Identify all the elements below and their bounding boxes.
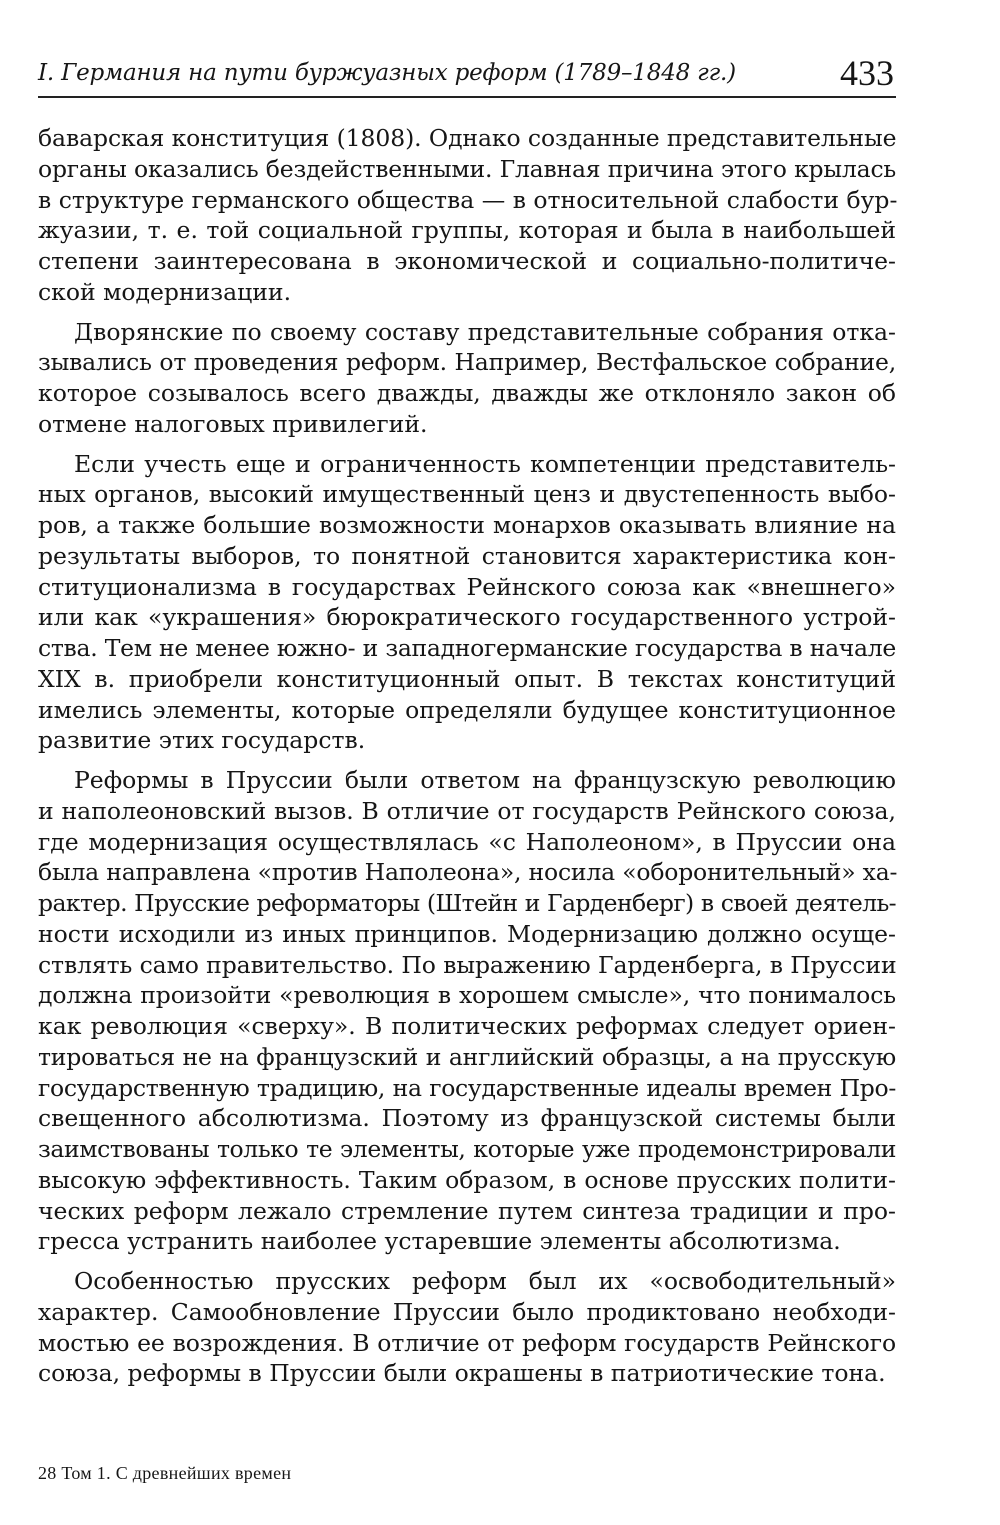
text-line: государственную традицию, на государственные идеалы времен Про- xyxy=(38,1073,896,1102)
text-line: ров, а также большие возможности монархов оказывать влияние на xyxy=(38,511,896,539)
text-line: рактер. Прусские реформаторы (Штейн и Гарденберг) в своей деятель- xyxy=(38,889,896,917)
text-line: ской модернизации. xyxy=(38,277,292,306)
text-line: результаты выборов, то понятной становится характеристика кон- xyxy=(38,541,896,570)
text-line: жуазии, т. е. той социальной группы, которая и была в наибольшей xyxy=(38,216,896,245)
page-number: 433 xyxy=(840,53,894,93)
text-line: органы оказались бездейственными. Главная причина этого крылась xyxy=(38,154,896,183)
paragraph xyxy=(38,449,896,757)
text-line: ства. Тем не менее южно- и западногерманские государства в начале xyxy=(38,634,896,662)
text-line: свещенного абсолютизма. Поэтому из французской системы были xyxy=(38,1104,896,1133)
paragraph xyxy=(38,317,896,440)
text-line: развитие этих государств. xyxy=(38,726,366,755)
paragraph xyxy=(38,765,896,1257)
running-title: I. Германия на пути буржуазных реформ (1789–1848 гг.) xyxy=(38,60,736,86)
text-line: или как «украшения» бюрократического государственного устрой- xyxy=(38,603,896,632)
text-line: ческих реформ лежало стремление путем синтеза традиции и про- xyxy=(38,1196,896,1225)
text-line: и наполеоновский вызов. В отличие от государств Рейнского союза, xyxy=(38,796,896,825)
text-line: гресса устранить наиболее устаревшие элементы абсолютизма. xyxy=(38,1227,841,1256)
text-line: тироваться не на французский и английский образцы, а на прусскую xyxy=(38,1042,896,1071)
print-signature: 28 Том 1. С древнейших времен xyxy=(38,1463,292,1483)
text-line: высокую эффективность. Таким образом, в основе прусских полити- xyxy=(38,1165,896,1194)
text-line: в структуре германского общества — в относительной слабости бур- xyxy=(38,185,898,214)
text-line: Реформы в Пруссии были ответом на французскую революцию xyxy=(74,766,896,794)
text-line: ности исходили из иных принципов. Модернизацию должно осуще- xyxy=(38,919,896,948)
text-line: должна произойти «революция в хорошем смысле», что понималось xyxy=(38,981,896,1010)
text-line: баварская конституция (1808). Однако созданные представительные xyxy=(38,124,897,152)
text-line: имелись элементы, которые определяли будущее конституционное xyxy=(38,695,896,724)
paragraph-gap xyxy=(38,308,896,317)
paragraph xyxy=(38,1266,896,1389)
text-line: отмене налоговых привилегий. xyxy=(38,409,428,438)
text-line: ствлять само правительство. По выражению Гарденберга, в Пруссии xyxy=(38,950,897,979)
running-head xyxy=(38,52,896,98)
text-line: союза, реформы в Пруссии были окрашены в патриотические тона. xyxy=(38,1359,886,1388)
paragraph xyxy=(38,123,896,308)
text-line: степени заинтересована в экономической и социально-политиче- xyxy=(38,247,896,275)
paragraph-gap xyxy=(38,756,896,765)
text-line: Если учесть еще и ограниченность компетенции представитель- xyxy=(74,449,896,478)
text-line: была направлена «против Наполеона», носила «оборонительный» ха- xyxy=(38,858,898,887)
text-line: Особенностью прусских реформ был их «освободительный» xyxy=(74,1267,896,1295)
paragraph-gap xyxy=(38,440,896,449)
text-line: ных органов, высокий имущественный ценз и двустепенность выбо- xyxy=(38,480,896,509)
paragraph-gap xyxy=(38,1257,896,1266)
text-line: заимствованы только те элементы, которые уже продемонстрировали xyxy=(38,1135,896,1163)
text-line: где модернизация осуществлялась «с Наполеоном», в Пруссии она xyxy=(38,827,896,856)
text-line: мостью ее возрождения. В отличие от реформ государств Рейнского xyxy=(38,1328,896,1357)
text-line: ституционализма в государствах Рейнского союза как «внешнего» xyxy=(38,572,896,601)
text-line: как революция «сверху». В политических реформах следует ориен- xyxy=(38,1012,896,1040)
body-text xyxy=(38,123,896,1389)
text-line: XIX в. приобрели конституционный опыт. В текстах конституций xyxy=(38,664,896,693)
text-line: зывались от проведения реформ. Например, Вестфальское собрание, xyxy=(38,348,896,377)
text-line: которое созывалось всего дважды, дважды же отклоняло закон об xyxy=(38,379,896,407)
text-line: характер. Самообновление Пруссии было продиктовано необходи- xyxy=(38,1297,896,1326)
text-line: Дворянские по своему составу представительные собрания отка- xyxy=(74,317,896,346)
